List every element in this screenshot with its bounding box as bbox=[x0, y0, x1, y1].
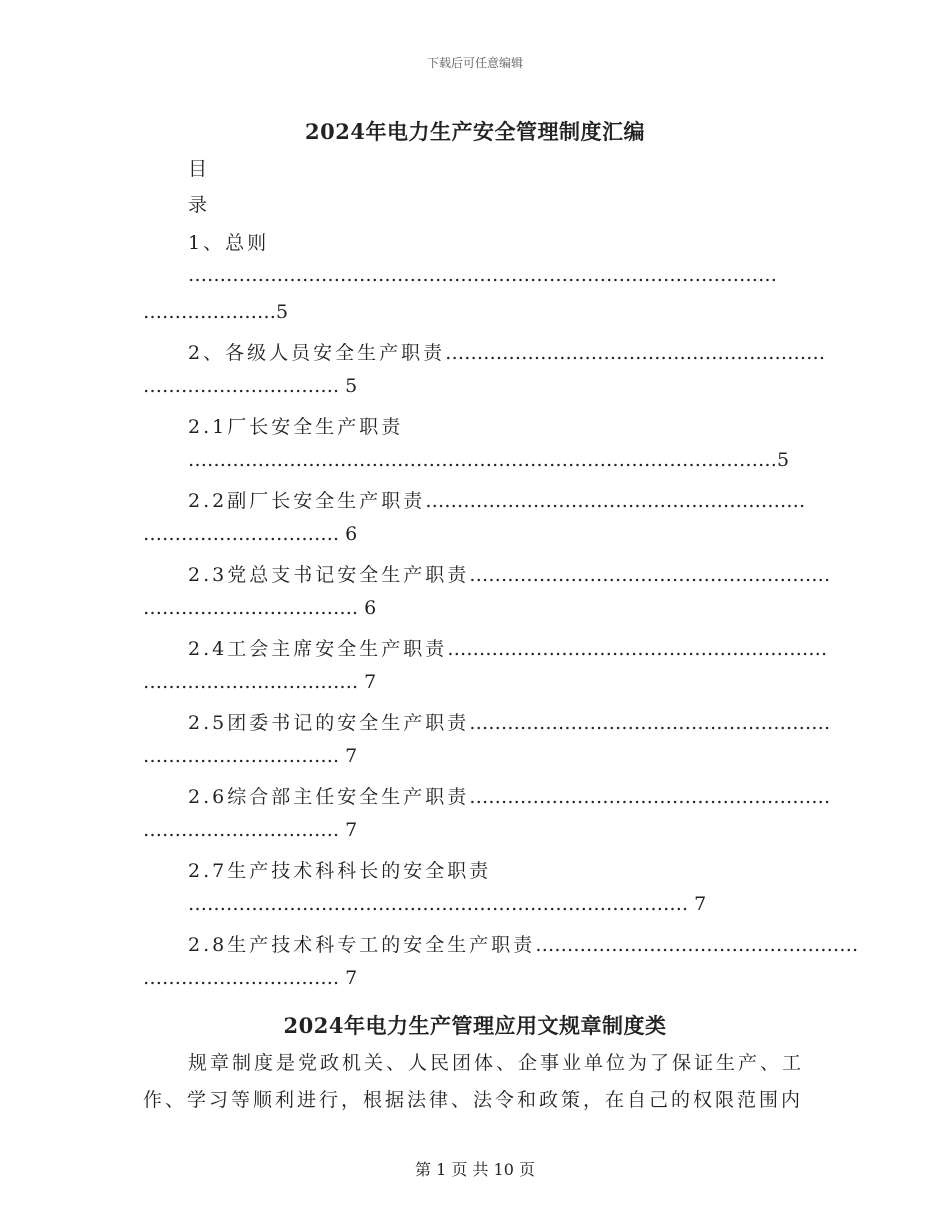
body-paragraph-line: 规章制度是党政机关、人民团体、企事业单位为了保证生产、工 bbox=[188, 1052, 805, 1074]
toc-leader-dots: …………………………………………… bbox=[535, 934, 859, 956]
toc-entry-label: 2.3党总支书记安全生产职责………………………………………………… bbox=[188, 564, 831, 586]
toc-leader-dots: …………………………………………………… bbox=[445, 342, 826, 364]
section-title: 2024年电力生产管理应用文规章制度类 bbox=[283, 1013, 667, 1038]
toc-leader-dots: …………………………. 7 bbox=[143, 745, 358, 767]
toc-page-number: . 6 bbox=[333, 523, 358, 545]
toc-entry-label: 2.1厂长安全生产职责 bbox=[188, 416, 404, 438]
toc-leader-dots: …………………………………………………… bbox=[447, 638, 828, 660]
toc-leader-dots: ………………………………………………… bbox=[469, 786, 831, 808]
toc-page-number: . 5 bbox=[333, 375, 358, 397]
toc-heading-lu: 录 bbox=[188, 194, 211, 216]
toc-leader-dots: ……………………………………………………………………. 7 bbox=[188, 893, 707, 915]
toc-page-number: 5 bbox=[276, 301, 289, 323]
toc-leader-dots: …………………………. 7 bbox=[143, 967, 358, 989]
toc-page-number: . 7 bbox=[352, 671, 377, 693]
toc-page-number: . 7 bbox=[333, 967, 358, 989]
toc-leader-dots: …………………5 bbox=[143, 301, 289, 323]
toc-heading-mu: 目 bbox=[188, 158, 211, 180]
toc-entry-label: 2、各级人员安全生产职责…………………………………………………… bbox=[188, 342, 826, 364]
toc-page-number: . 7 bbox=[682, 893, 707, 915]
header-note: 下载后可任意编辑 bbox=[426, 56, 523, 70]
toc-entry-label: 2.7生产技术科科长的安全职责 bbox=[188, 860, 492, 882]
toc-leader-dots: ……………………………. 7 bbox=[143, 671, 377, 693]
toc-entry-label: 2.6综合部主任安全生产职责………………………………………………… bbox=[188, 786, 831, 808]
body-paragraph-line: 作、学习等顺利进行，根据法律、法令和政策，在自己的权限范围内 bbox=[143, 1089, 804, 1111]
toc-page-number: . 6 bbox=[352, 597, 377, 619]
toc-leader-dots: …………………………. 6 bbox=[143, 523, 358, 545]
toc-entry-label: 2.2副厂长安全生产职责…………………………………………………… bbox=[188, 490, 806, 512]
toc-entry-label: 2.4工会主席安全生产职责…………………………………………………… bbox=[188, 638, 828, 660]
toc-page-number: . 7 bbox=[333, 819, 358, 841]
toc-leader-dots: ………………………………………………… bbox=[469, 712, 831, 734]
toc-leader-dots: …………………………. 7 bbox=[143, 819, 358, 841]
toc-leader-dots: ………………………………………………………………………………… bbox=[188, 264, 777, 286]
toc-entry-label: 1、总则 bbox=[188, 232, 270, 254]
toc-leader-dots: ……………………………. 6 bbox=[143, 597, 377, 619]
toc-leader-dots: …………………………………………………… bbox=[425, 490, 806, 512]
toc-leader-dots: ………………………………………………… bbox=[469, 564, 831, 586]
toc-entry-label: 2.5团委书记的安全生产职责………………………………………………… bbox=[188, 712, 831, 734]
toc-leader-dots: …………………………………………………………………………………5 bbox=[188, 449, 790, 471]
toc-entry-label: 2.8生产技术科专工的安全生产职责…………………………………………… bbox=[188, 934, 859, 956]
toc-page-number: 5 bbox=[777, 449, 790, 471]
toc-page-number: . 7 bbox=[333, 745, 358, 767]
toc-leader-dots: …………………………. 5 bbox=[143, 375, 358, 397]
page-footer: 第 1 页 共 10 页 bbox=[415, 1160, 535, 1179]
document-title: 2024年电力生产安全管理制度汇编 bbox=[305, 119, 645, 144]
